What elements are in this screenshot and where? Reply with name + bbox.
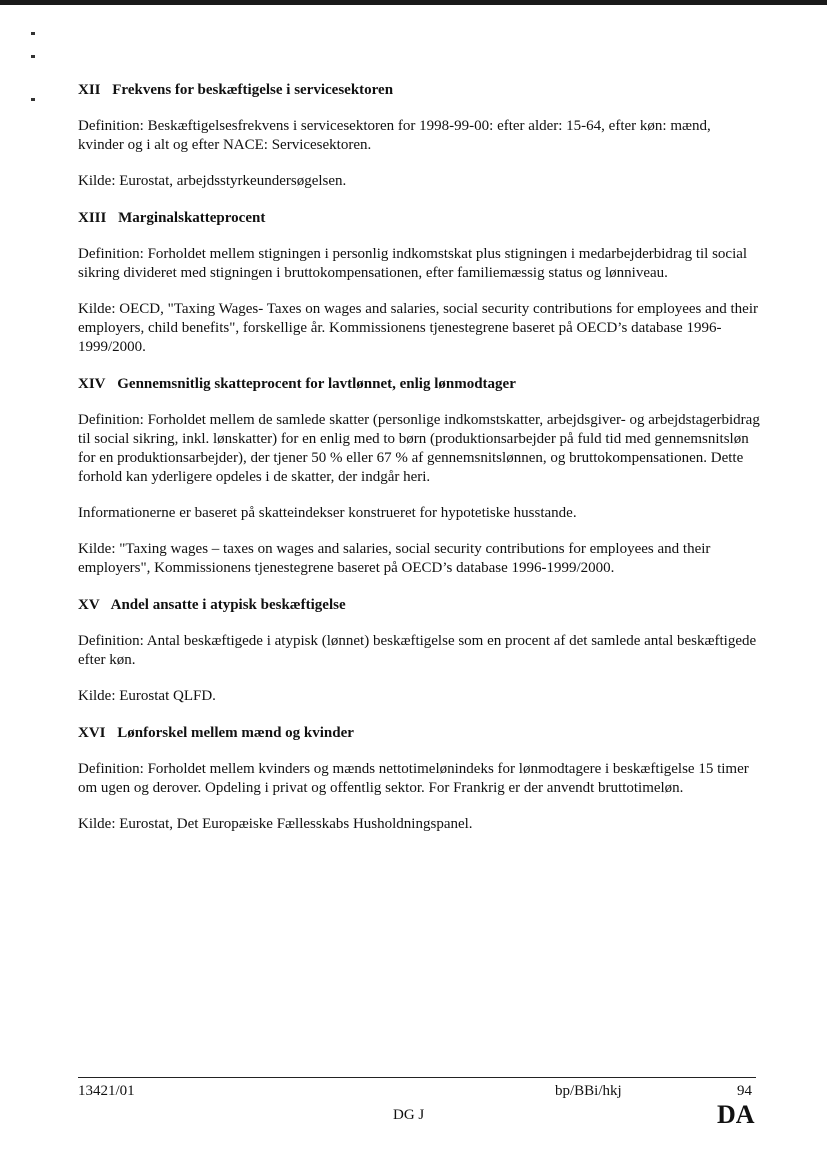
definition-paragraph: Definition: Forholdet mellem stigningen i personlig indkomstskat plus stigningen i medarbejderbidrag til social sikring divideret med stigningen i bruttokompensationen, efter familiemæssig status og lønniveau. — [78, 246, 748, 281]
section-heading — [78, 80, 760, 100]
section-title: Frekvens for beskæftigelse i servicesektoren — [112, 82, 394, 98]
section-xiv — [78, 374, 760, 578]
source-paragraph: Kilde: Eurostat QLFD. — [78, 688, 216, 704]
top-border — [0, 0, 827, 5]
document-body — [78, 80, 760, 851]
section-number: XIII — [78, 210, 107, 226]
definition-paragraph: Definition: Antal beskæftigede i atypisk (lønnet) beskæftigelse som en procent af det samlede antal beskæftigede efter køn. — [78, 633, 757, 668]
section-heading — [78, 723, 760, 743]
footer-reference: bp/BBi/hkj — [555, 1083, 622, 1099]
section-xv — [78, 595, 760, 706]
section-xii — [78, 80, 760, 191]
section-number: XIV — [78, 376, 106, 392]
info-paragraph: Informationerne er baseret på skatteindekser konstrueret for hypotetiske husstande. — [78, 505, 577, 521]
definition-paragraph: Definition: Beskæftigelsesfrekvens i servicesektoren for 1998-99-00: efter alder: 15-64, efter køn: mænd, kvinder og i alt og efter NACE: Servicesektoren. — [78, 118, 711, 153]
section-xiii — [78, 208, 760, 357]
footer-page-number: 94 — [737, 1083, 752, 1099]
section-title: Andel ansatte i atypisk beskæftigelse — [110, 597, 346, 613]
definition-paragraph: Definition: Forholdet mellem kvinders og mænds nettotimelønindeks for lønmodtagere i beskæftigelse 15 timer om ugen og derover. Opdeling i privat og offentlig sektor. For Frankrig er der anvendt bruttotimeløn. — [78, 761, 749, 796]
section-title: Lønforskel mellem mænd og kvinder — [117, 725, 354, 741]
section-title: Gennemsnitlig skatteprocent for lavtlønnet, enlig lønmodtager — [117, 376, 516, 392]
section-heading — [78, 595, 760, 615]
section-number: XVI — [78, 725, 106, 741]
footer-language-code: DA — [717, 1100, 755, 1129]
footer-doc-number: 13421/01 — [78, 1083, 135, 1099]
footer-dg: DG J — [393, 1107, 425, 1123]
scan-marks — [31, 30, 39, 110]
source-paragraph: Kilde: OECD, "Taxing Wages- Taxes on wages and salaries, social security contributions for employees and their employers, child benefits", forskellige år. Kommissionens tjenestegrene baseret på OECD’s database 1996-1999/2000. — [78, 301, 759, 355]
section-title: Marginalskatteprocent — [118, 210, 266, 226]
section-heading — [78, 374, 760, 394]
section-heading — [78, 208, 760, 228]
section-xvi — [78, 723, 760, 834]
footer-divider — [78, 1077, 756, 1078]
source-paragraph: Kilde: "Taxing wages – taxes on wages and salaries, social security contributions for employees and their employers", Kommissionens tjenestegrene baseret på OECD’s database 1996-1999/2000. — [78, 541, 711, 576]
section-number: XV — [78, 597, 100, 613]
source-paragraph: Kilde: Eurostat, Det Europæiske Fællesskabs Husholdningspanel. — [78, 816, 473, 832]
definition-paragraph: Definition: Forholdet mellem de samlede skatter (personlige indkomstskatter, arbejdsgiver- og arbejdstagerbidrag til social sikring, inkl. lønskatter) for en enlig med to børn (produktionsarbejder på fuld tid med gennemsnitsløn for en produktionsarbejder), der tjener 50 % eller 67 % af gennemsnitslønnen, og bruttokompensationen. Dette forhold kan yderligere opdeles i de skatter, der indgår heri. — [78, 412, 760, 485]
section-number: XII — [78, 82, 101, 98]
source-paragraph: Kilde: Eurostat, arbejdsstyrkeundersøgelsen. — [78, 173, 347, 189]
